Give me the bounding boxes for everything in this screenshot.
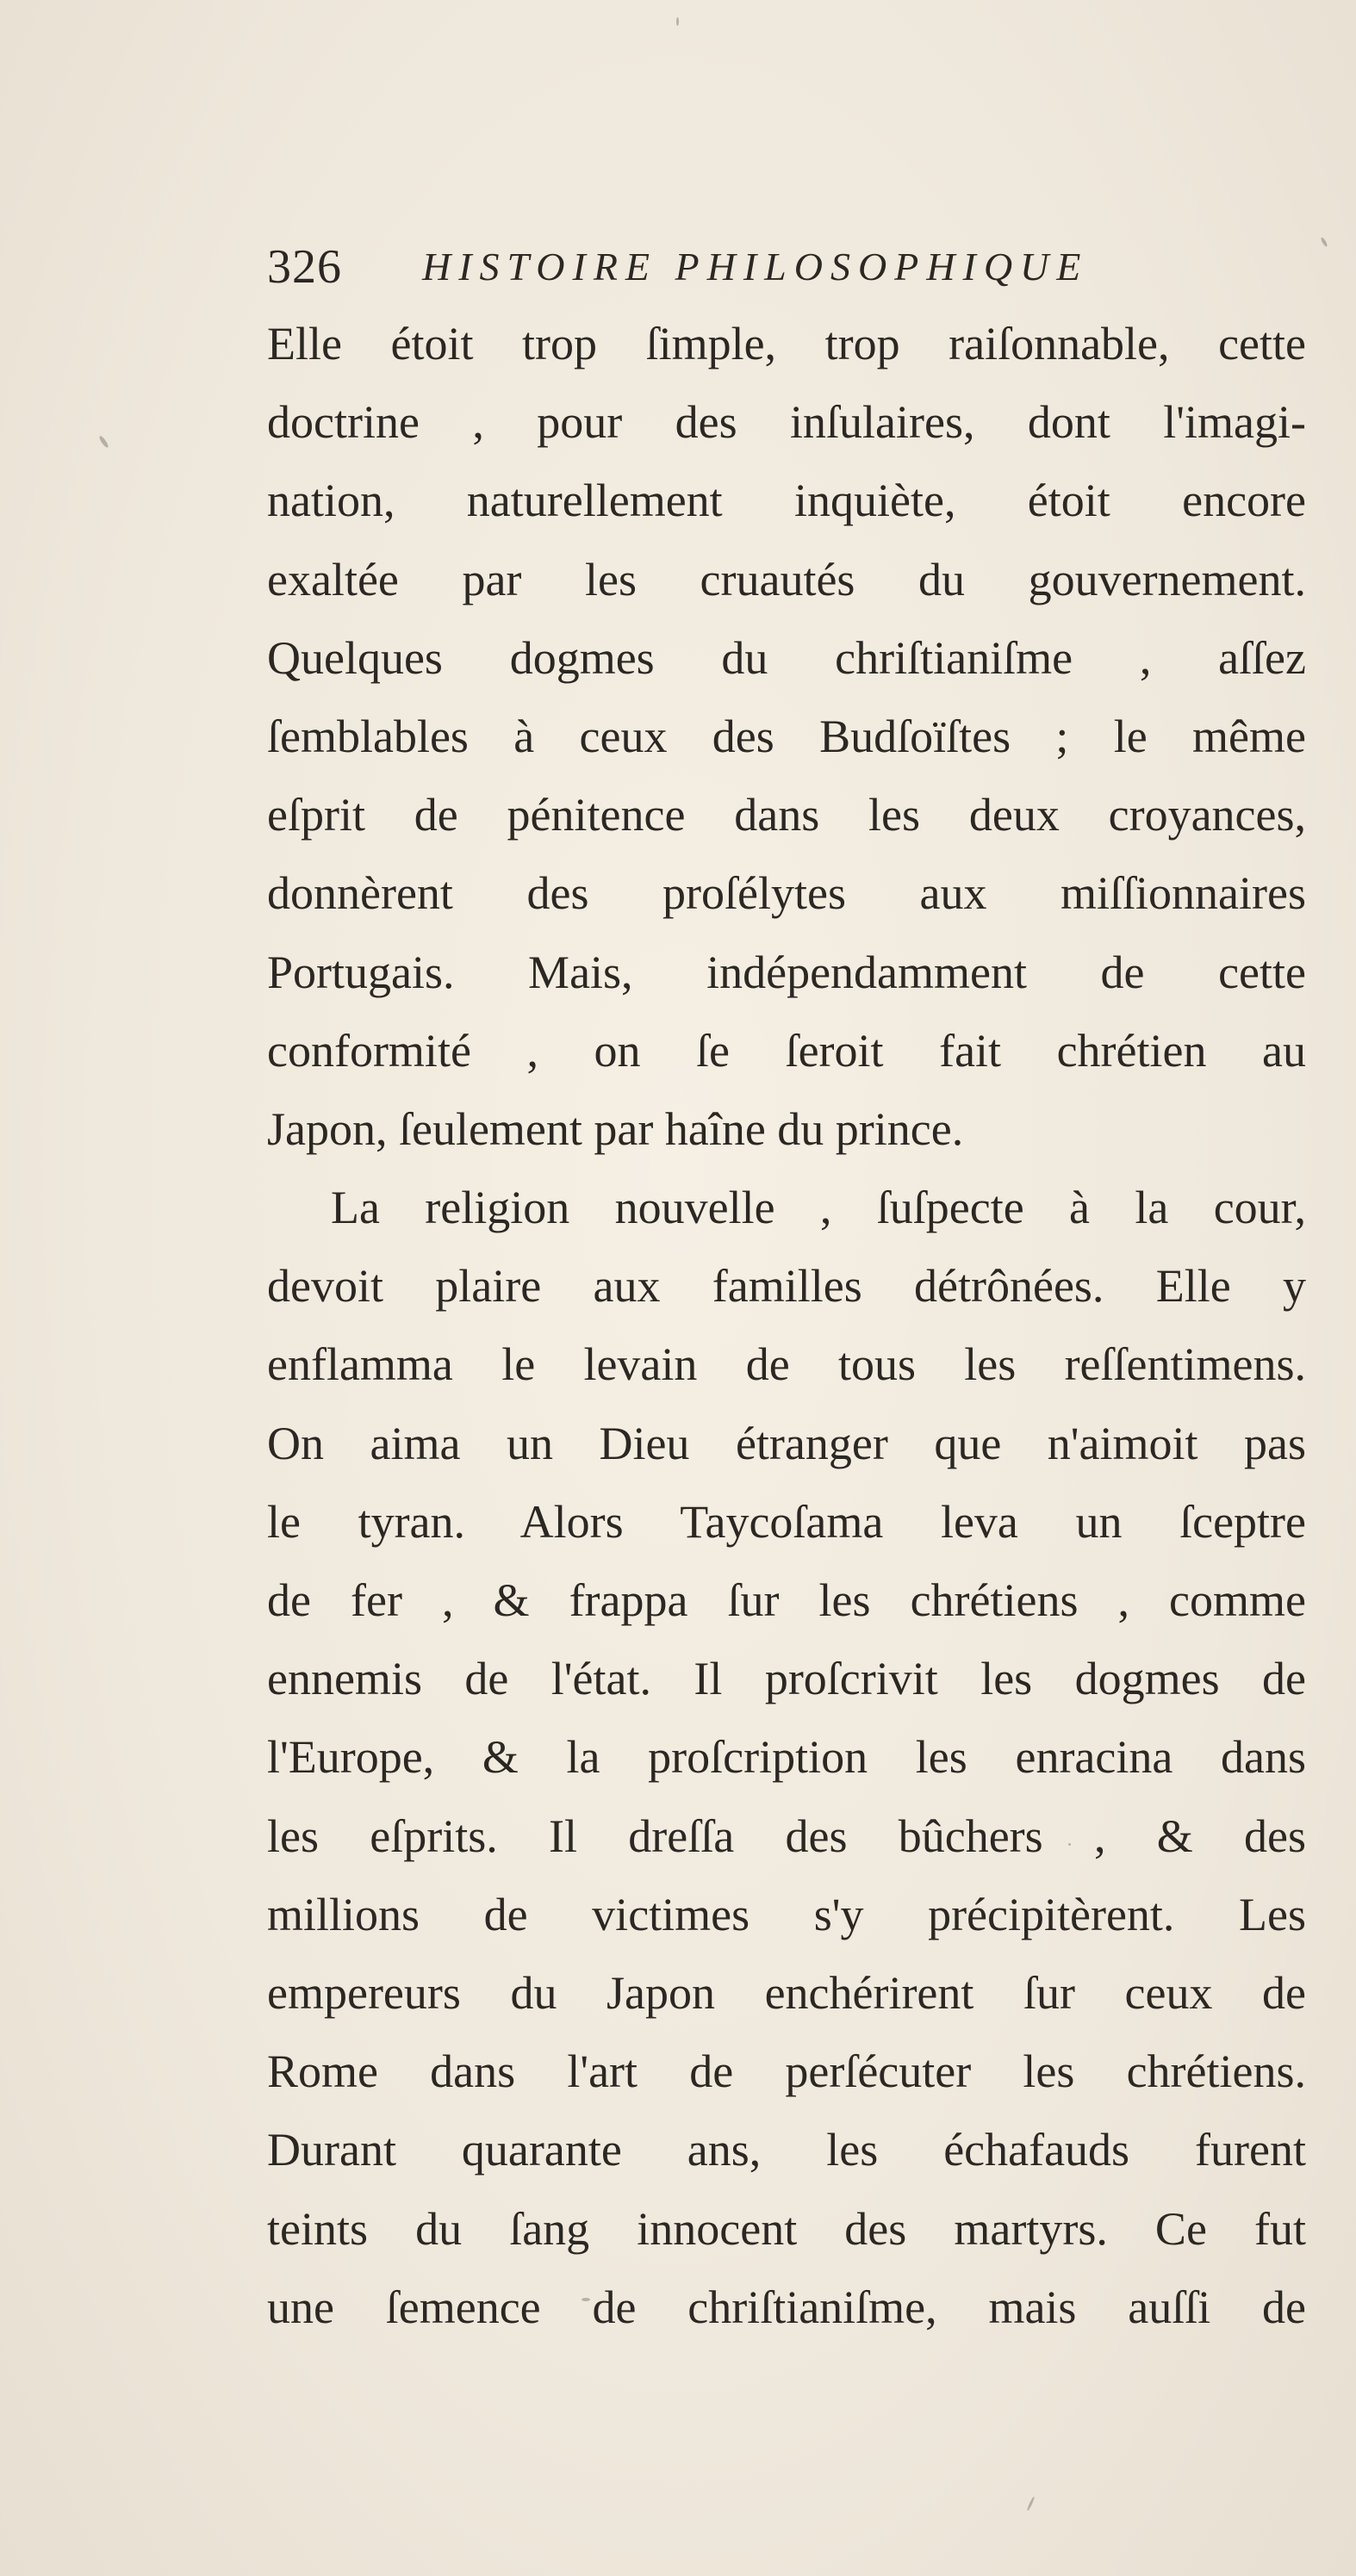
text-line: enflamma le levain de tous les reſſentimens. (267, 1338, 1306, 1391)
text-line: les eſprits. Il dreſſa des bûchers , & des (267, 1809, 1306, 1862)
ink-speck (676, 17, 679, 26)
running-title: HISTOIRE PHILOSOPHIQUE (422, 245, 1089, 289)
text-line: conformité , on ſe ſeroit fait chrétien au (267, 1024, 1306, 1077)
text-line: ſemblables à ceux des Budſoïſtes ; le même (267, 710, 1306, 762)
text-line: Rome dans l'art de perſécuter les chrétiens. (267, 2045, 1306, 2098)
text-line: empereurs du Japon enchérirent ſur ceux de (267, 1966, 1306, 2019)
text-line: teints du ſang innocent des martyrs. Ce fut (267, 2202, 1306, 2255)
text-line: Durant quarante ans, les échafauds furent (267, 2124, 1306, 2176)
text-line: le tyran. Alors Taycoſama leva un ſceptre (267, 1495, 1306, 1548)
text-line: La religion nouvelle , ſuſpecte à la cour, (331, 1182, 1306, 1234)
text-line: On aima un Dieu étranger que n'aimoit pas (267, 1417, 1306, 1469)
running-header (267, 233, 1266, 301)
text-line: eſprit de pénitence dans les deux croyances, (267, 789, 1306, 841)
ink-speck (1320, 237, 1328, 247)
text-line: millions de victimes s'y précipitèrent. Les (267, 1888, 1306, 1940)
text-line: une ſemence de chriſtianiſme, mais auſſi de (267, 2281, 1306, 2333)
ink-speck (98, 435, 109, 449)
text-line: Japon, ſeulement par haîne du prince. (267, 1102, 964, 1155)
text-line: donnèrent des proſélytes aux miſſionnaires (267, 867, 1306, 920)
ink-speck (1026, 2496, 1035, 2511)
text-line: Elle étoit trop ſimple, trop raiſonnable, cette (267, 318, 1306, 369)
text-line: nation, naturellement inquiète, étoit encore (267, 475, 1306, 527)
text-line: de fer , & frappa ſur les chrétiens , comme (267, 1574, 1306, 1626)
page-number: 326 (267, 240, 342, 294)
text-line: Portugais. Mais, indépendamment de cette (267, 946, 1306, 998)
text-line: l'Europe, & la proſcription les enracina dans (267, 1731, 1306, 1784)
text-line: Quelques dogmes du chriſtianiſme , aſſez (267, 631, 1306, 684)
text-line: doctrine , pour des inſulaires, dont l'imagi- (267, 396, 1306, 449)
text-line: ennemis de l'état. Il proſcrivit les dogmes de (267, 1653, 1306, 1705)
text-line: devoit plaire aux familles détrônées. Elle y (267, 1260, 1306, 1313)
text-line: exaltée par les cruautés du gouvernement. (267, 553, 1306, 605)
body-text (267, 305, 1306, 2347)
